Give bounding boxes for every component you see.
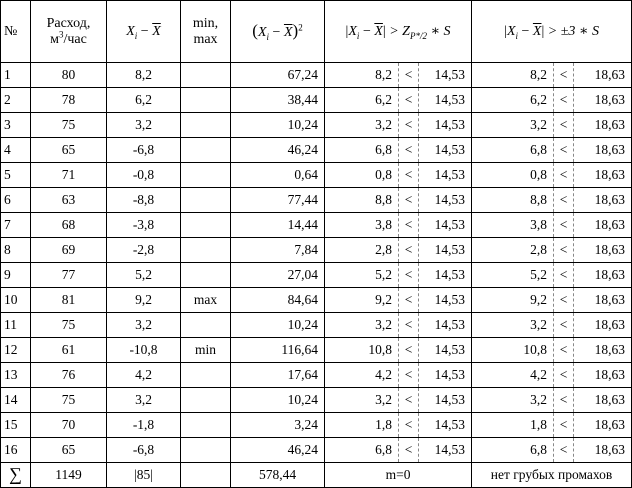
comparison-sign-2: <	[554, 163, 574, 188]
deviation-value: 3,2	[107, 388, 181, 413]
flow-value: 75	[31, 113, 107, 138]
min-max-mark	[181, 313, 231, 338]
abs-deviation-value-2: 3,2	[472, 313, 554, 338]
comparison-sign-2: <	[554, 113, 574, 138]
abs-deviation-value: 6,8	[325, 138, 399, 163]
table-row	[1, 313, 632, 338]
min-max-mark	[181, 438, 231, 463]
min-max-mark	[181, 238, 231, 263]
squared-deviation-value: 10,24	[231, 388, 325, 413]
table-row	[1, 288, 632, 313]
row-number: 10	[1, 288, 31, 313]
min-max-mark	[181, 138, 231, 163]
squared-deviation-value: 38,44	[231, 88, 325, 113]
min-max-mark	[181, 188, 231, 213]
criterion-z-value: 14,53	[419, 188, 472, 213]
squared-deviation-value: 7,84	[231, 238, 325, 263]
squared-deviation-value: 10,24	[231, 313, 325, 338]
comparison-sign-2: <	[554, 188, 574, 213]
comparison-sign: <	[399, 213, 419, 238]
criterion-z-value: 14,53	[419, 413, 472, 438]
flow-value: 81	[31, 288, 107, 313]
row-number: 1	[1, 63, 31, 88]
criterion-z-value: 14,53	[419, 113, 472, 138]
criterion-3s-value: 18,63	[574, 413, 632, 438]
deviation-value: -6,8	[107, 138, 181, 163]
squared-deviation-value: 77,44	[231, 188, 325, 213]
row-number: 15	[1, 413, 31, 438]
deviation-value: 8,2	[107, 63, 181, 88]
criterion-z-value: 14,53	[419, 363, 472, 388]
min-max-mark	[181, 388, 231, 413]
comparison-sign-2: <	[554, 438, 574, 463]
criterion-z-value: 14,53	[419, 163, 472, 188]
squared-deviation-value: 84,64	[231, 288, 325, 313]
min-max-mark	[181, 213, 231, 238]
abs-deviation-value-2: 3,8	[472, 213, 554, 238]
row-number: 3	[1, 113, 31, 138]
flow-value: 75	[31, 313, 107, 338]
abs-deviation-value-2: 3,2	[472, 388, 554, 413]
gross-error-count: m=0	[325, 463, 472, 488]
deviation-value: 3,2	[107, 313, 181, 338]
flow-value: 80	[31, 63, 107, 88]
flow-value: 70	[31, 413, 107, 438]
deviation-value: 5,2	[107, 263, 181, 288]
deviation-value: -8,8	[107, 188, 181, 213]
table-row	[1, 338, 632, 363]
criterion-z-value: 14,53	[419, 263, 472, 288]
squared-sum: 578,44	[231, 463, 325, 488]
abs-deviation-value-2: 6,8	[472, 138, 554, 163]
deviation-value: 4,2	[107, 363, 181, 388]
deviation-value: 9,2	[107, 288, 181, 313]
table-row	[1, 413, 632, 438]
comparison-sign: <	[399, 113, 419, 138]
comparison-sign: <	[399, 138, 419, 163]
comparison-sign: <	[399, 363, 419, 388]
criterion-3s-value: 18,63	[574, 113, 632, 138]
sigma-symbol: ∑	[1, 463, 31, 488]
squared-deviation-value: 116,64	[231, 338, 325, 363]
abs-deviation-value: 8,2	[325, 63, 399, 88]
table-row	[1, 138, 632, 163]
table-row	[1, 163, 632, 188]
comparison-sign-2: <	[554, 313, 574, 338]
flow-value: 69	[31, 238, 107, 263]
deviation-value: -0,8	[107, 163, 181, 188]
comparison-sign: <	[399, 338, 419, 363]
comparison-sign: <	[399, 388, 419, 413]
deviation-value: -2,8	[107, 238, 181, 263]
flow-sum: 1149	[31, 463, 107, 488]
flow-value: 75	[31, 388, 107, 413]
row-number: 2	[1, 88, 31, 113]
abs-deviation-value: 6,8	[325, 438, 399, 463]
comparison-sign-2: <	[554, 413, 574, 438]
table-row	[1, 88, 632, 113]
deviation-value: -10,8	[107, 338, 181, 363]
comparison-sign-2: <	[554, 138, 574, 163]
header-criterion-z: $|X_i - \overline{X}| > Z_{P*/2}$ ∗ S	[325, 1, 472, 63]
abs-deviation-value-2: 6,2	[472, 88, 554, 113]
squared-deviation-value: 10,24	[231, 113, 325, 138]
abs-deviation-value: 3,2	[325, 113, 399, 138]
comparison-sign: <	[399, 263, 419, 288]
min-max-mark: max	[181, 288, 231, 313]
table-row	[1, 363, 632, 388]
criterion-z-value: 14,53	[419, 388, 472, 413]
criterion-3s-value: 18,63	[574, 438, 632, 463]
header-criterion-3s: $|X_i - \overline{X}| > \pm 3$ ∗ S	[472, 1, 632, 63]
header-number: №	[1, 1, 31, 63]
table-row	[1, 188, 632, 213]
comparison-sign-2: <	[554, 263, 574, 288]
flow-value: 63	[31, 188, 107, 213]
min-max-mark	[181, 163, 231, 188]
min-max-mark	[181, 413, 231, 438]
min-max-mark: min	[181, 338, 231, 363]
abs-deviation-value: 6,2	[325, 88, 399, 113]
criterion-z-value: 14,53	[419, 88, 472, 113]
conclusion-text: нет грубых промахов	[472, 463, 632, 488]
comparison-sign: <	[399, 288, 419, 313]
comparison-sign-2: <	[554, 213, 574, 238]
criterion-3s-value: 18,63	[574, 138, 632, 163]
squared-deviation-value: 14,44	[231, 213, 325, 238]
abs-deviation-value-2: 5,2	[472, 263, 554, 288]
abs-deviation-value-2: 10,8	[472, 338, 554, 363]
criterion-3s-value: 18,63	[574, 63, 632, 88]
abs-deviation-value: 0,8	[325, 163, 399, 188]
table-row	[1, 263, 632, 288]
criterion-3s-value: 18,63	[574, 363, 632, 388]
header-flow: Расход, $м^3$/час	[31, 1, 107, 63]
abs-deviation-value-2: 6,8	[472, 438, 554, 463]
flow-value: 61	[31, 338, 107, 363]
criterion-3s-value: 18,63	[574, 338, 632, 363]
criterion-z-value: 14,53	[419, 288, 472, 313]
criterion-3s-value: 18,63	[574, 88, 632, 113]
min-max-mark	[181, 113, 231, 138]
deviation-value: 3,2	[107, 113, 181, 138]
comparison-sign: <	[399, 63, 419, 88]
abs-deviation-value-2: 9,2	[472, 288, 554, 313]
criterion-3s-value: 18,63	[574, 188, 632, 213]
abs-deviation-value: 3,2	[325, 313, 399, 338]
squared-deviation-value: 46,24	[231, 438, 325, 463]
abs-deviation-value-2: 8,2	[472, 63, 554, 88]
comparison-sign: <	[399, 188, 419, 213]
deviation-value: -6,8	[107, 438, 181, 463]
criterion-3s-value: 18,63	[574, 313, 632, 338]
row-number: 8	[1, 238, 31, 263]
comparison-sign: <	[399, 313, 419, 338]
header-min-max: min, max	[181, 1, 231, 63]
criterion-3s-value: 18,63	[574, 263, 632, 288]
totals-empty-cell	[181, 463, 231, 488]
squared-deviation-value: 17,64	[231, 363, 325, 388]
row-number: 4	[1, 138, 31, 163]
abs-deviation-value-2: 3,2	[472, 113, 554, 138]
table-body	[1, 63, 632, 463]
row-number: 9	[1, 263, 31, 288]
deviation-value: -1,8	[107, 413, 181, 438]
squared-deviation-value: 46,24	[231, 138, 325, 163]
flow-value: 77	[31, 263, 107, 288]
row-number: 14	[1, 388, 31, 413]
comparison-sign-2: <	[554, 338, 574, 363]
criterion-z-value: 14,53	[419, 138, 472, 163]
criterion-z-value: 14,53	[419, 238, 472, 263]
comparison-sign-2: <	[554, 238, 574, 263]
header-squared-deviation: $(X_i - \overline{X})^2$	[231, 1, 325, 63]
row-number: 13	[1, 363, 31, 388]
comparison-sign: <	[399, 163, 419, 188]
flow-value: 78	[31, 88, 107, 113]
abs-deviation-value: 3,2	[325, 388, 399, 413]
comparison-sign-2: <	[554, 288, 574, 313]
comparison-sign: <	[399, 88, 419, 113]
flow-value: 71	[31, 163, 107, 188]
row-number: 12	[1, 338, 31, 363]
comparison-sign-2: <	[554, 388, 574, 413]
criterion-3s-value: 18,63	[574, 388, 632, 413]
criterion-3s-value: 18,63	[574, 163, 632, 188]
row-number: 5	[1, 163, 31, 188]
abs-deviation-value-2: 4,2	[472, 363, 554, 388]
row-number: 11	[1, 313, 31, 338]
row-number: 7	[1, 213, 31, 238]
row-number: 16	[1, 438, 31, 463]
criterion-z-value: 14,53	[419, 313, 472, 338]
criterion-z-value: 14,53	[419, 63, 472, 88]
abs-deviation-value: 10,8	[325, 338, 399, 363]
comparison-sign: <	[399, 238, 419, 263]
mean-value: |85|	[107, 463, 181, 488]
deviation-value: -3,8	[107, 213, 181, 238]
criterion-3s-value: 18,63	[574, 238, 632, 263]
flow-value: 76	[31, 363, 107, 388]
squared-deviation-value: 27,04	[231, 263, 325, 288]
table-row	[1, 63, 632, 88]
criterion-3s-value: 18,63	[574, 288, 632, 313]
abs-deviation-value: 8,8	[325, 188, 399, 213]
table-row	[1, 113, 632, 138]
criterion-3s-value: 18,63	[574, 213, 632, 238]
header-deviation: $X_i - \overline{X}$	[107, 1, 181, 63]
flow-value: 65	[31, 438, 107, 463]
flow-value: 65	[31, 138, 107, 163]
abs-deviation-value: 5,2	[325, 263, 399, 288]
min-max-mark	[181, 363, 231, 388]
squared-deviation-value: 3,24	[231, 413, 325, 438]
abs-deviation-value: 4,2	[325, 363, 399, 388]
table-row	[1, 438, 632, 463]
table-row	[1, 238, 632, 263]
squared-deviation-value: 67,24	[231, 63, 325, 88]
abs-deviation-value: 1,8	[325, 413, 399, 438]
totals-row	[1, 463, 632, 488]
table-row	[1, 388, 632, 413]
abs-deviation-value-2: 2,8	[472, 238, 554, 263]
comparison-sign-2: <	[554, 88, 574, 113]
min-max-mark	[181, 88, 231, 113]
abs-deviation-value: 3,8	[325, 213, 399, 238]
table-row	[1, 213, 632, 238]
abs-deviation-value-2: 8,8	[472, 188, 554, 213]
header-row	[1, 1, 632, 63]
squared-deviation-value: 0,64	[231, 163, 325, 188]
min-max-mark	[181, 263, 231, 288]
row-number: 6	[1, 188, 31, 213]
min-max-mark	[181, 63, 231, 88]
abs-deviation-value: 9,2	[325, 288, 399, 313]
flow-value: 68	[31, 213, 107, 238]
criterion-z-value: 14,53	[419, 213, 472, 238]
comparison-sign: <	[399, 413, 419, 438]
comparison-sign-2: <	[554, 363, 574, 388]
abs-deviation-value-2: 1,8	[472, 413, 554, 438]
comparison-sign: <	[399, 438, 419, 463]
abs-deviation-value: 2,8	[325, 238, 399, 263]
deviation-value: 6,2	[107, 88, 181, 113]
abs-deviation-value-2: 0,8	[472, 163, 554, 188]
comparison-sign-2: <	[554, 63, 574, 88]
criterion-z-value: 14,53	[419, 338, 472, 363]
criterion-z-value: 14,53	[419, 438, 472, 463]
